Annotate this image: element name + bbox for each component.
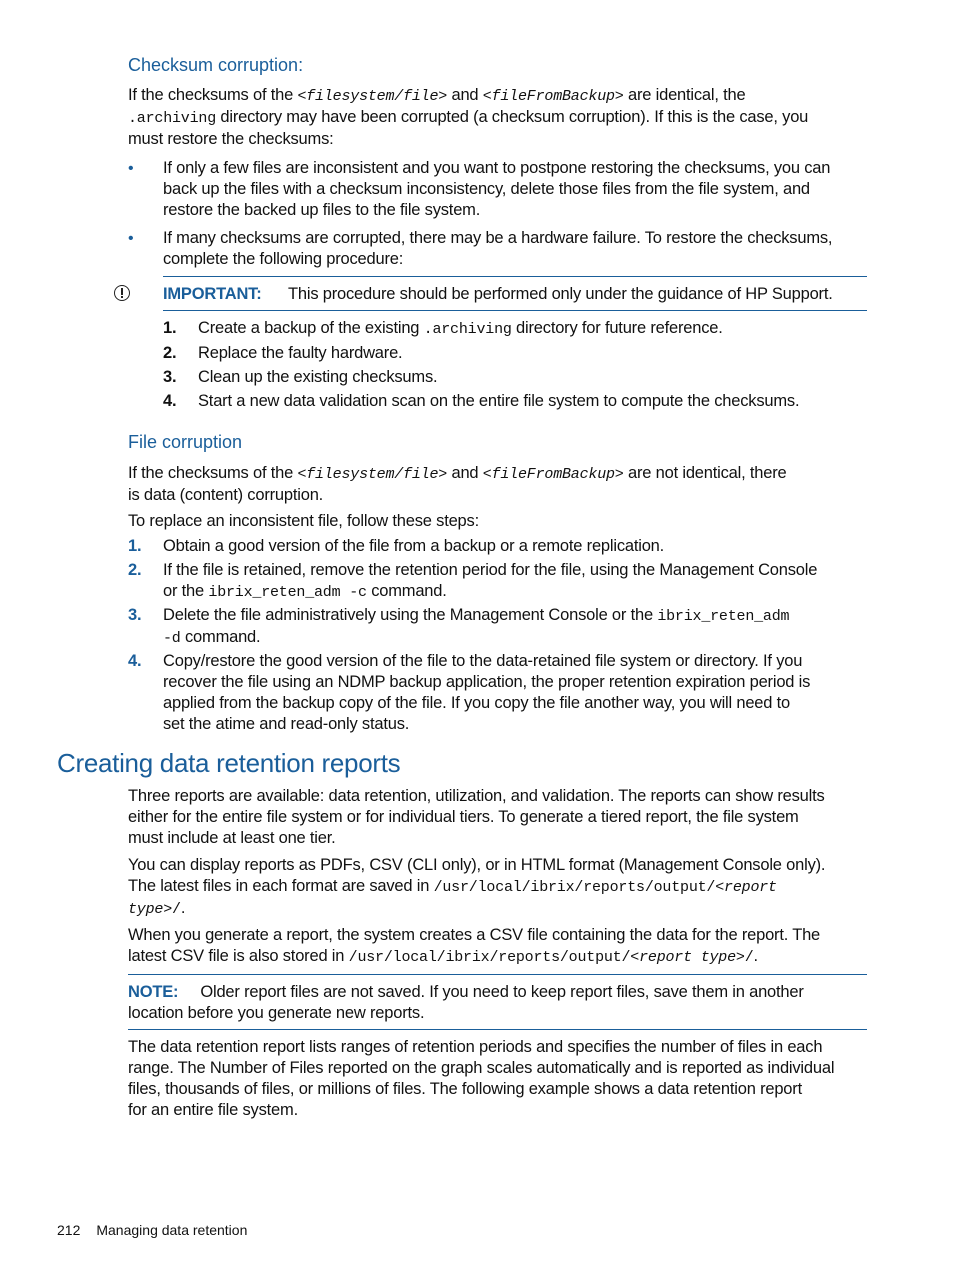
note-callout: NOTE: Older report files are not saved. If you need to keep report files, save them in another location before you generate new reports. xyxy=(128,983,804,1022)
file-corruption-intro: If the checksums of the <filesystem/file> and <fileFromBackup> are not identical, there is data (content) corruption. xyxy=(128,464,787,504)
note-label: NOTE: xyxy=(128,983,179,1001)
reports-paragraph-1: Three reports are available: data retention, utilization, and validation. The reports can show results either for the entire file system or for individual tiers. To generate a tiered report, the file system must include at least one tier. xyxy=(128,787,825,847)
page-number: 212 xyxy=(57,1222,81,1238)
bullet-marker: • xyxy=(128,230,134,247)
important-circle-icon xyxy=(114,285,130,301)
file-corruption-heading: File corruption xyxy=(128,432,243,452)
reports-paragraph-3: When you generate a report, the system creates a CSV file containing the data for the report. The latest CSV file is also stored in /usr/local/ibrix/reports/output/<report type>/. xyxy=(128,926,821,966)
page-footer xyxy=(57,1222,247,1238)
checksum-corruption-heading: Checksum corruption: xyxy=(128,55,304,75)
reports-section-heading: Creating data retention reports xyxy=(57,748,401,778)
note-top-rule xyxy=(128,974,867,975)
note-bottom-rule xyxy=(128,1029,867,1030)
important-label: IMPORTANT: xyxy=(163,285,262,303)
important-top-rule xyxy=(163,276,867,277)
important-callout xyxy=(163,284,873,305)
reports-paragraph-4: The data retention report lists ranges of retention periods and specifies the number of files in each range. The Number of Files reported on the graph scales automatically and is reported as individual files, thousands of files, or millions of files. The following example shows a data retention report for an entire file system. xyxy=(128,1038,835,1119)
important-text: This procedure should be performed only under the guidance of HP Support. xyxy=(288,285,833,303)
bullet-marker: • xyxy=(128,160,134,177)
checksum-intro-paragraph: If the checksums of the <filesystem/file> and <fileFromBackup> are identical, the .archiving directory may have been corrupted (a checksum corruption). If this is the case, you must restore the checksums: xyxy=(128,86,809,148)
file-corruption-lead: To replace an inconsistent file, follow these steps: xyxy=(128,512,479,530)
important-bottom-rule xyxy=(163,310,867,311)
footer-section-title: Managing data retention xyxy=(96,1222,248,1238)
document-page: Checksum corruption: If the checksums of the <filesystem/file> and <fileFromBackup> are identical, the .archiving directory may have been corrupted (a checksum corruption). If this is the case, you must restore the checksums: • If only a few files are inconsistent and you want to postpone restoring the checksums, you can back up the files with a checksum inconsistency, delete those files from the file system, and restore the backed up files to the file system. • If many checksums are corrupted, there may be a hardware failure. To restore the checksums, complete the following procedure: IMPORTANT: This procedure should be performed only under the guidance of HP Support. 1. Create a backup of the existing .archiving directory for future reference. 2. Replace the faulty hardware. 3. Clean up the existing checksums. 4. Start a new data validation scan on the entire file system to compute the checksums. File corruption If the checksums of the <filesystem/file> and <fileFromBackup> are not identical, there is data (content) corruption. To replace an inconsistent file, follow these steps: 1. Obtain a good version of the file from a backup or a remote replication. 2. If the file is retained, remove the retention period for the file, using the Management Console or the ibrix_reten_adm -c command. 3. Delete the file administratively using the Management Console or the ibrix_reten_adm -d command. 4. Copy/restore the good version of the file to the data-retained file system or directory. If you recover the file using an NDMP backup application, the proper retention expiration period is applied from the backup copy of the file. If you copy the file another way, you will need to set the atime and read-only status. Creating data retention reports Three reports are available: data retention, utilization, and validation. The reports can show results either for the entire file system or for individual tiers. To generate a tiered report, the file system must include at least one tier. You can display reports as PDFs, CSV (CLI only), or in HTML format (Management Console only). The latest files in each format are saved in /usr/local/ibrix/reports/output/<report type>/. When you generate a report, the system creates a CSV file containing the data for the report. The latest CSV file is also stored in /usr/local/ibrix/reports/output/<report type>/. NOTE: Older report files are not saved. If you need to keep report files, save them in another location before you generate new reports. The data retention report lists ranges of retention periods and specifies the number of files in each range. The Number of Files reported on the graph scales automatically and is reported as individual files, thousands of files, or millions of files. The following example shows a data retention report for an entire file system. 212 Managing data retention xyxy=(0,0,954,1271)
reports-paragraph-2: You can display reports as PDFs, CSV (CLI only), or in HTML format (Management Console only). The latest files in each format are saved in /usr/local/ibrix/reports/output/<report type>/. xyxy=(128,856,826,918)
